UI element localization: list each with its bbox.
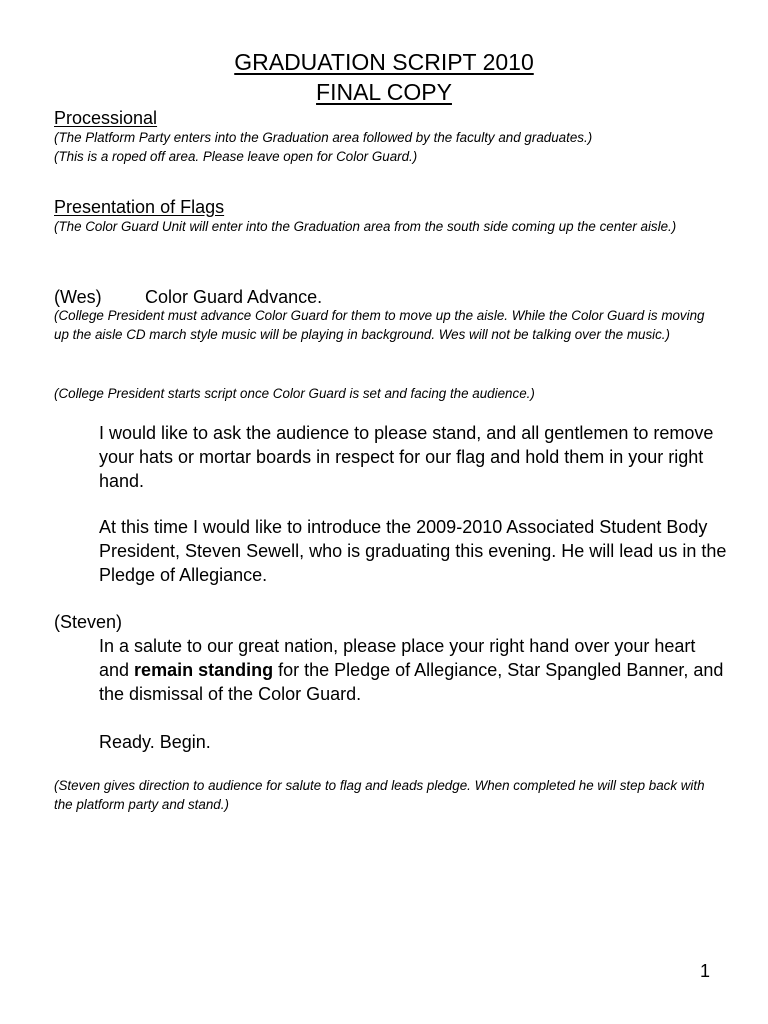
steven-speaker-label: (Steven)	[54, 612, 123, 632]
president-paragraph-1: I would like to ask the audience to please stand, and all gentlemen to remove your hats or mortar boards in respect for our flag and hold them in your right hand.	[99, 423, 714, 491]
steven-paragraph-1-start: In a salute to our great nation, please place your right hand over your heart and	[99, 636, 696, 680]
president-note: (College President starts script once Color Guard is set and facing the audience.)	[54, 386, 535, 401]
steven-paragraph-1	[99, 635, 729, 706]
steven-note: (Steven gives direction to audience for salute to flag and leads pledge. When completed he will step back with the platform party and stand.)	[54, 778, 705, 812]
flags-note: (The Color Guard Unit will enter into the Graduation area from the south side coming up the center aisle.)	[54, 219, 677, 234]
document-title: GRADUATION SCRIPT 2010	[234, 49, 534, 75]
page-number: 1	[700, 961, 711, 981]
remain-standing-emphasis: remain standing	[134, 659, 274, 680]
wes-cue: Color Guard Advance.	[145, 287, 323, 307]
processional-note-1: (The Platform Party enters into the Graduation area followed by the faculty and graduates.)	[54, 130, 593, 145]
flags-heading: Presentation of Flags	[54, 197, 225, 217]
wes-speaker-label: (Wes)	[54, 287, 102, 307]
president-paragraph-2: At this time I would like to introduce the 2009-2010 Associated Student Body President, Steven Sewell, who is graduating this evening. He will lead us in the Pledge of Allegiance.	[99, 517, 727, 585]
processional-note-2: (This is a roped off area. Please leave open for Color Guard.)	[54, 149, 418, 164]
wes-note: (College President must advance Color Guard for them to move up the aisle. While the Color Guard is moving up the aisle CD march style music will be playing in background. Wes will not be talking over the music.)	[54, 308, 705, 342]
processional-heading: Processional	[54, 108, 158, 128]
steven-paragraph-1-end: for the Pledge of Allegiance, Star Spangled Banner, and the dismissal of the Color Guard.	[99, 659, 724, 704]
document-subtitle: FINAL COPY	[316, 79, 452, 105]
steven-paragraph-2: Ready. Begin.	[99, 732, 211, 752]
